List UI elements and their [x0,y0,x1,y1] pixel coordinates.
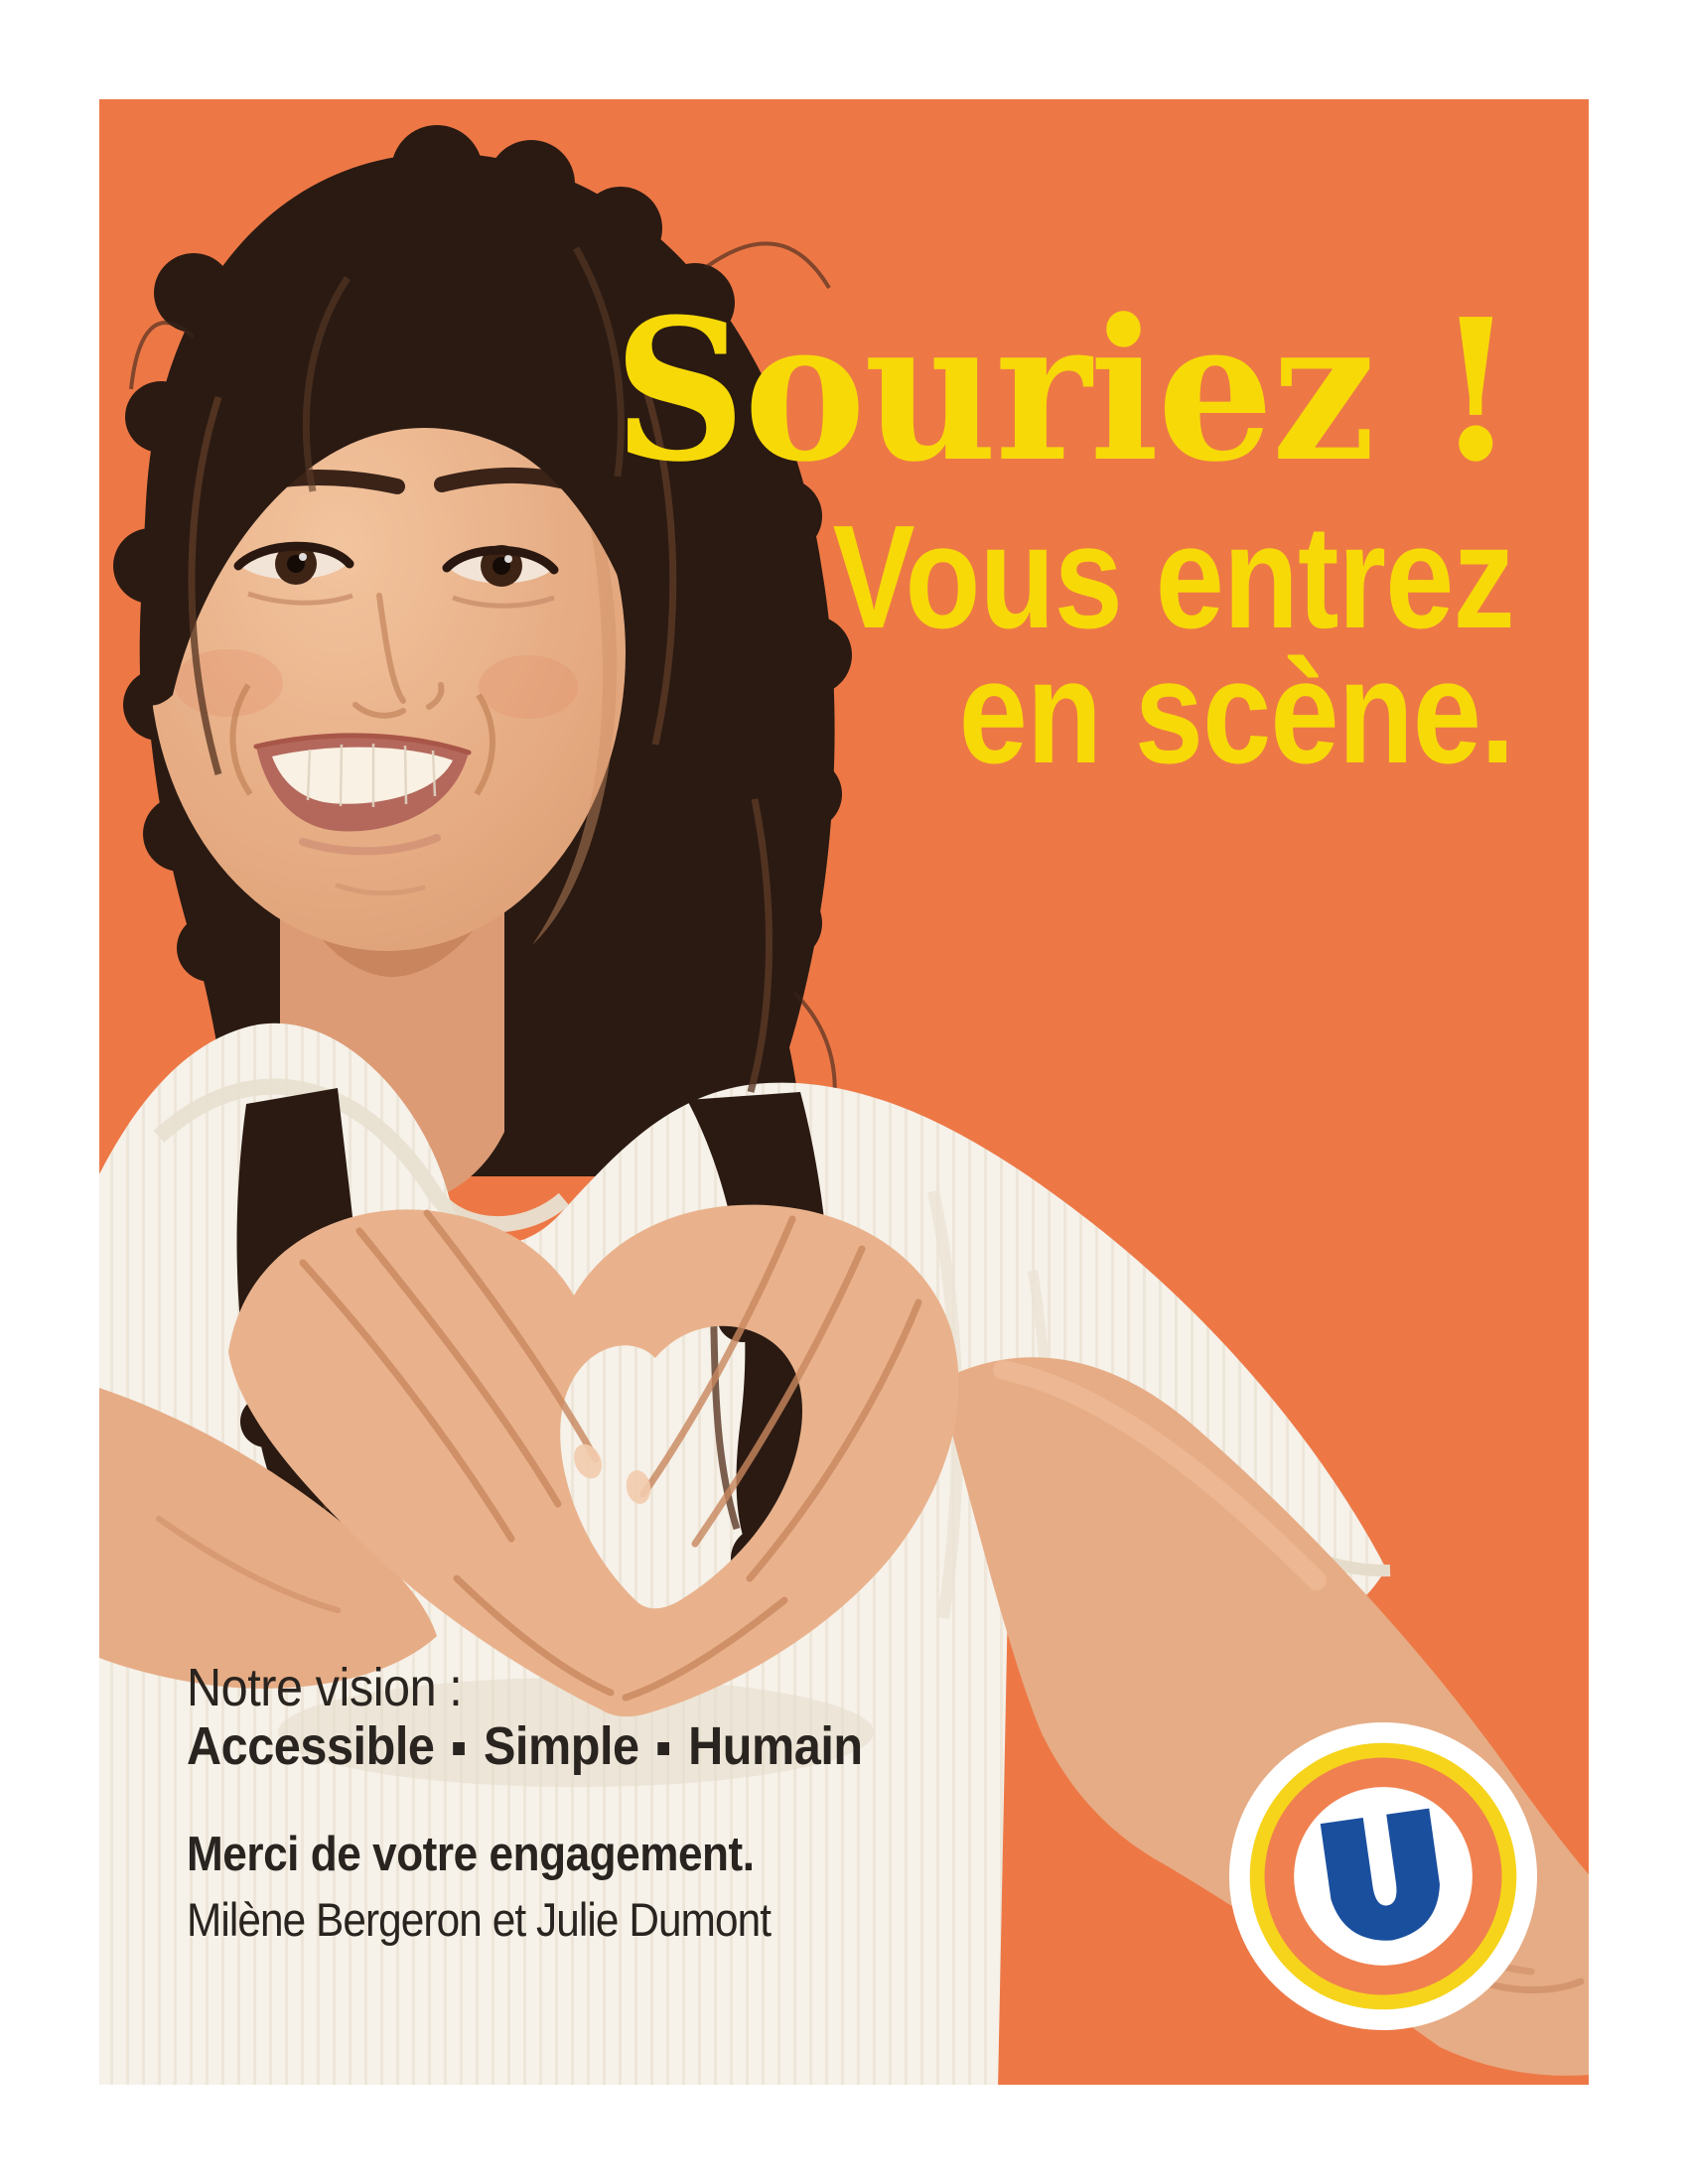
vision-intro: Notre vision : [187,1658,463,1717]
subtitle-line1: Vous entrez [832,495,1514,659]
u-logo [1226,1719,1540,2033]
vision-value-humain: Humain [688,1716,863,1777]
vision-values [187,1718,863,1775]
vision-block [187,1660,863,1945]
vision-value-simple: Simple [483,1716,639,1777]
bullet-separator-icon [658,1742,670,1755]
blush-left [174,649,283,717]
vision-value-accessible: Accessible [187,1716,435,1777]
subtitle [710,495,1514,795]
headline: Souriez ! [614,277,1514,505]
thanks-line: Merci de votre engagement. [187,1828,755,1882]
poster [99,99,1589,2085]
subtitle-line2: en scène. [958,630,1514,795]
credits-line: Milène Bergeron et Julie Dumont [187,1893,772,1947]
headline-block [556,277,1514,795]
bullet-separator-icon [453,1742,465,1755]
